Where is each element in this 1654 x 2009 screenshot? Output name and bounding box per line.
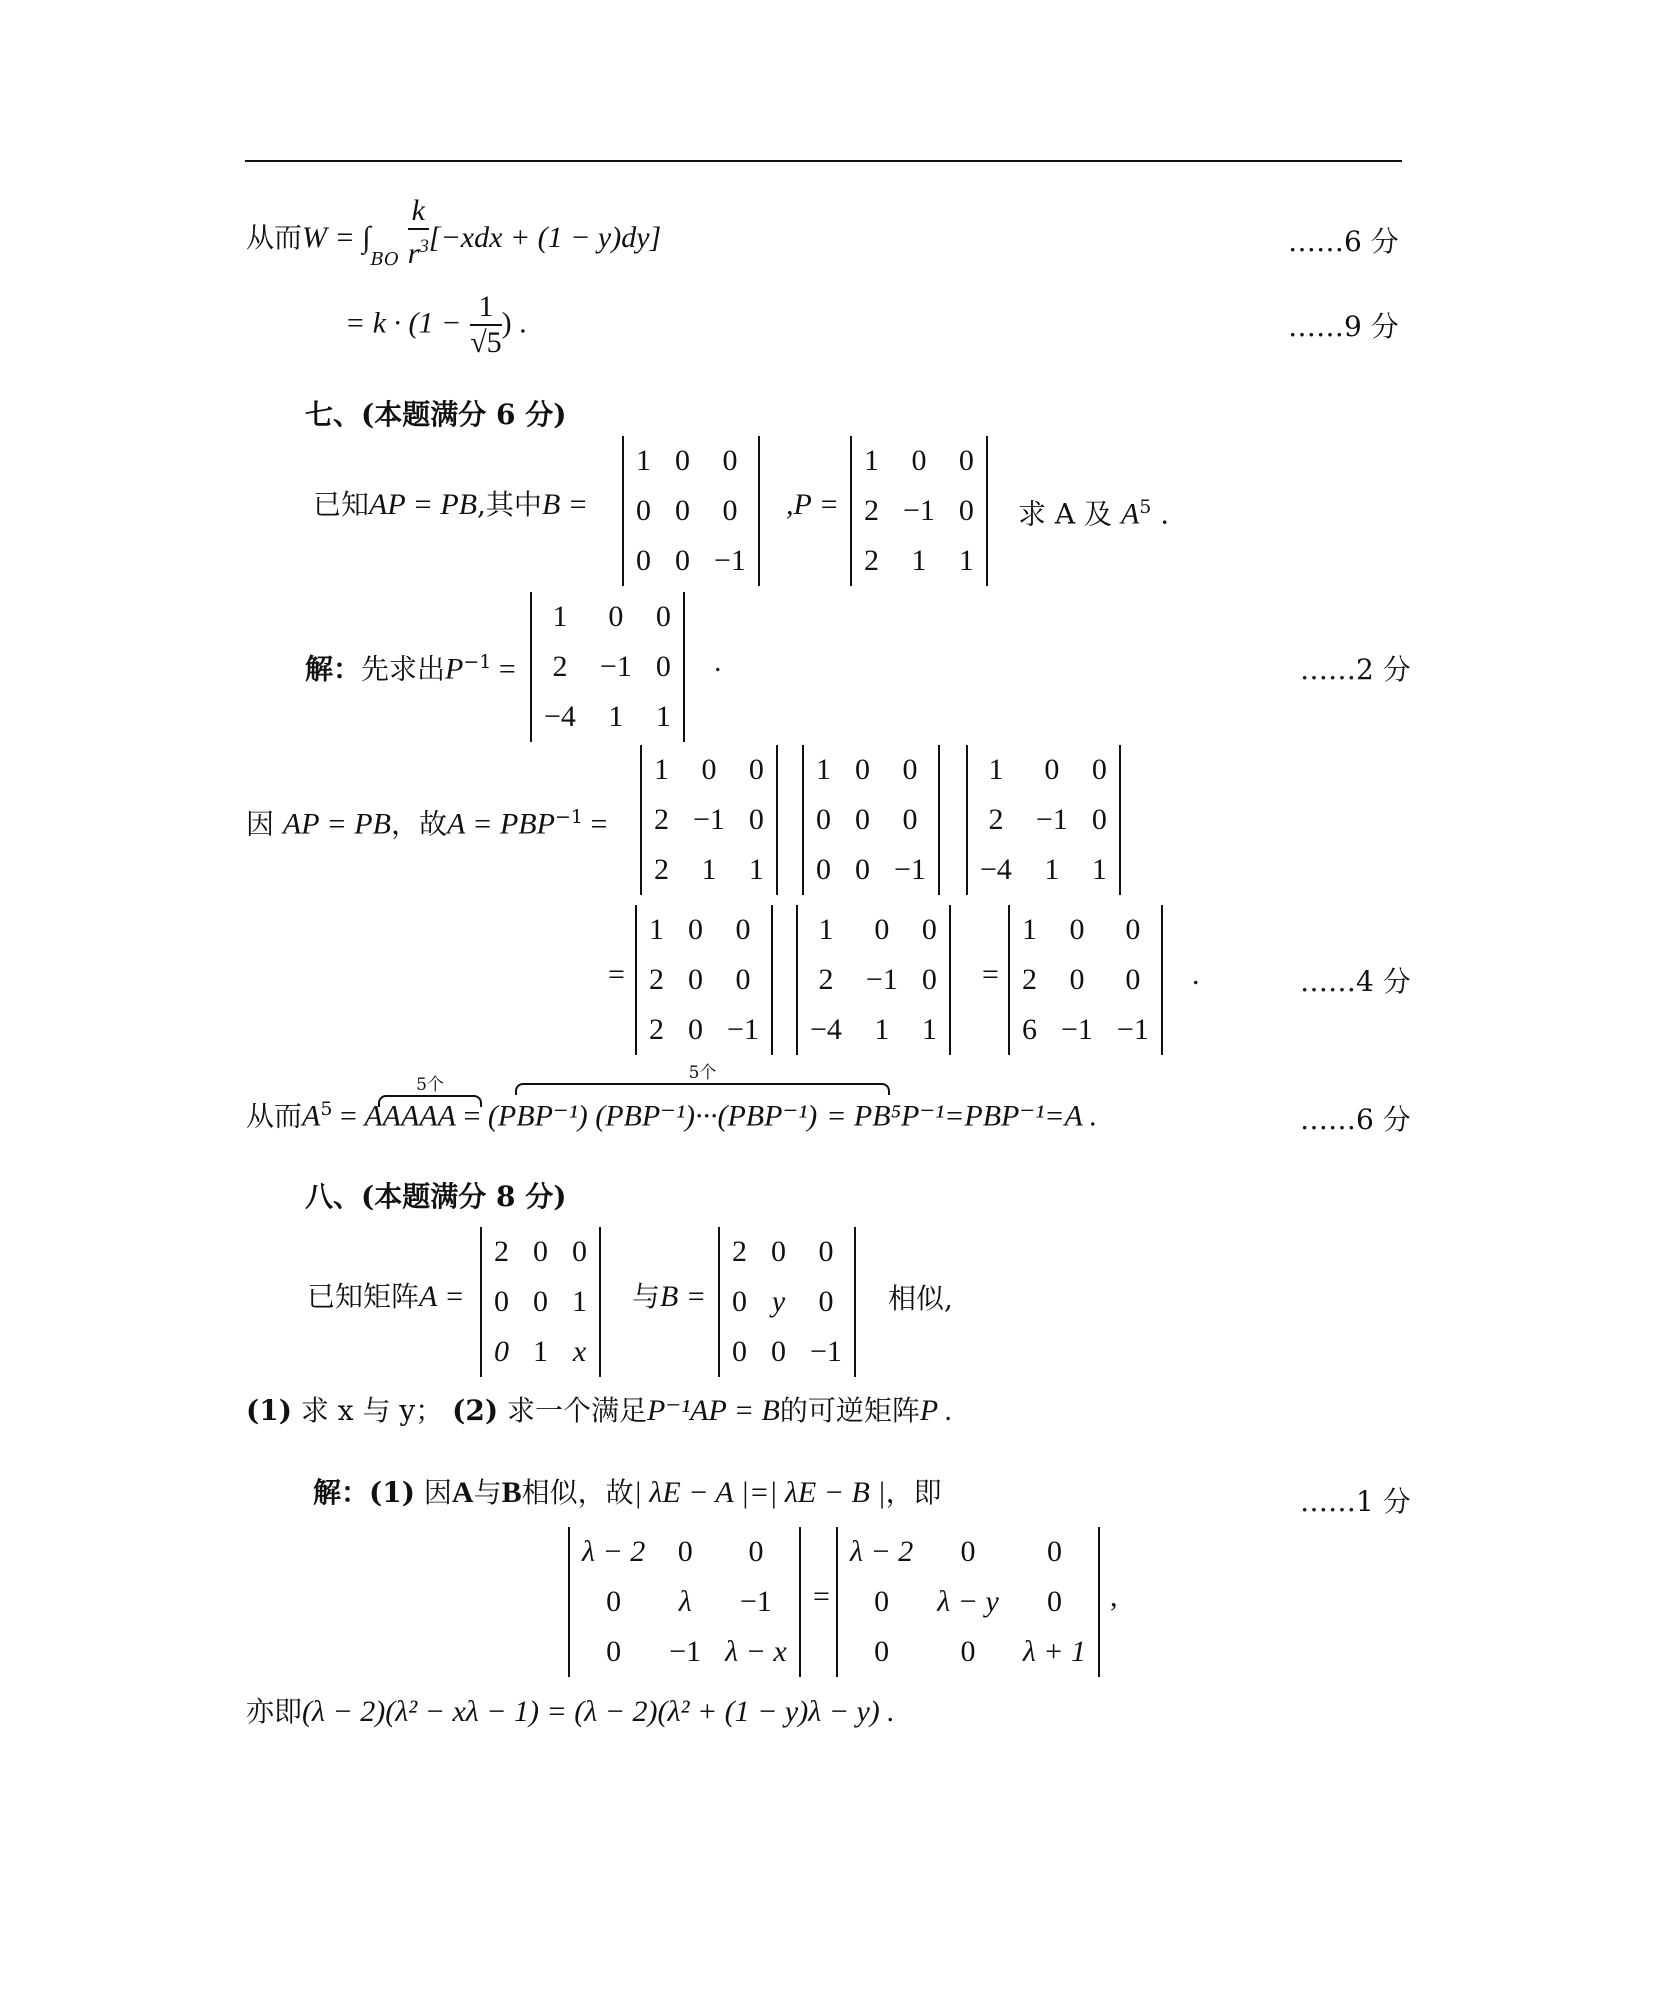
q8-det-equals: = bbox=[813, 1580, 830, 1613]
q7-final-line: 从而$A^5$ = AAAAA = (PBP⁻¹) (PBP⁻¹)···(PBP⁻¹) = PB⁵P⁻¹=PBP⁻¹=A . bbox=[246, 1098, 1098, 1133]
q7-A-score: ……4 分 bbox=[1300, 965, 1411, 998]
q8-det-right bbox=[836, 1527, 1100, 1677]
q8-sol-B: B bbox=[501, 1476, 522, 1509]
q7-statement bbox=[313, 488, 588, 522]
q8-sol-text1: 因 bbox=[423, 1476, 452, 1509]
q8-stmt-tail: 相似, bbox=[888, 1282, 953, 1315]
work-line2-fraction bbox=[470, 290, 501, 360]
q7-final-prefix: 从而 bbox=[246, 1099, 303, 1133]
q8-part2-tail: 的可逆矩阵 bbox=[779, 1394, 920, 1427]
q8-sol-score: ……1 分 bbox=[1300, 1485, 1411, 1518]
work-score-1: ……6 分 bbox=[1288, 225, 1399, 258]
q7-because: 因 bbox=[246, 807, 275, 841]
q8-sol-text4: ，即 bbox=[885, 1476, 942, 1509]
q7-matrix-P bbox=[850, 436, 988, 586]
q8-stmt-with bbox=[632, 1280, 706, 1314]
work-line2-prefix: = k · (1 − bbox=[345, 306, 462, 340]
q8-stmt-prefix: 已知矩阵 bbox=[307, 1280, 420, 1313]
work-lhs: W = ∫ bbox=[302, 221, 371, 254]
q7-eq-2: = bbox=[982, 958, 999, 991]
work-frac-den: $r^3$ bbox=[407, 236, 429, 270]
q7-therefore: ，故 bbox=[390, 807, 447, 841]
q8-part1-text: 求 x 与 y； bbox=[300, 1394, 444, 1427]
q7-sol-score: ……2 分 bbox=[1300, 653, 1411, 686]
q7-sol-text: 先求出 bbox=[361, 652, 446, 686]
q8-with: 与 bbox=[632, 1280, 661, 1313]
q7-product-Pinv-table: 1 0 0 2 −1 0 −4 1 1 bbox=[966, 745, 1121, 895]
q8-matrix-A bbox=[480, 1227, 601, 1377]
q8-sol-text2: 与 bbox=[473, 1476, 502, 1509]
q8-part2-label: (2) bbox=[452, 1394, 499, 1427]
q7-stmt-prefix: 已知 bbox=[313, 488, 370, 521]
q7-tail-exp: 5 bbox=[1139, 496, 1152, 518]
q7-solution-line: 解：先求出$P^{-1}$ = bbox=[305, 651, 516, 686]
q7-stmt-eq: AP = PB bbox=[369, 488, 478, 521]
q8-final-line bbox=[246, 1695, 895, 1729]
work-line2-num: 1 bbox=[470, 290, 501, 326]
q7-product-B-table: 1 0 0 0 0 0 0 0 −1 bbox=[802, 745, 940, 895]
q8-final-eq: (λ − 2)(λ² − xλ − 1) = (λ − 2)(λ² + (1 − y)λ − y) . bbox=[302, 1695, 895, 1728]
q7-Pinv-table: 1 0 0 2 −1 0 −4 1 1 bbox=[530, 592, 685, 742]
q7-product-B bbox=[802, 745, 940, 895]
q7-final-score: ……6 分 bbox=[1300, 1103, 1411, 1136]
q8-heading: 八、(本题满分 8 分) bbox=[305, 1180, 567, 1213]
q8-sol-A: A bbox=[451, 1476, 474, 1509]
q7-sol-label: 解： bbox=[305, 652, 362, 686]
q7-stmt-tail: 求 A 及 $A^5$ . bbox=[1018, 496, 1170, 531]
q7-matrix-Pinv bbox=[530, 592, 685, 742]
q8-solution-line bbox=[313, 1476, 942, 1510]
q8-sol-label: 解： bbox=[313, 1476, 370, 1509]
q7-eq-1: = bbox=[608, 958, 625, 991]
q7-product-P-table: 1 0 0 2 −1 0 2 1 1 bbox=[640, 745, 778, 895]
header-rule bbox=[245, 160, 1402, 162]
q7-tail-text: 求 A 及 bbox=[1018, 497, 1113, 531]
q7-because-line: 因 AP = PB，故$A = PBP^{-1}$ = bbox=[246, 806, 608, 841]
q7-product-Pinv bbox=[966, 745, 1121, 895]
q7-A-table: 1 0 0 2 0 0 6 −1 −1 bbox=[1008, 905, 1163, 1055]
work-score-2: ……9 分 bbox=[1288, 310, 1399, 343]
q8-matrix-B bbox=[718, 1227, 856, 1377]
q8-statement bbox=[307, 1280, 465, 1314]
q8-sol-det-eq: | λE − A |=| λE − B | bbox=[633, 1476, 886, 1509]
q8-detL-table: λ − 2 0 0 0 λ −1 0 −1 λ − x bbox=[568, 1527, 801, 1677]
q7-final-exp: 5 bbox=[320, 1098, 333, 1120]
q8-stmt-A: A = bbox=[419, 1280, 465, 1313]
q7-matrix-B bbox=[622, 436, 760, 586]
q7-tail-A: A bbox=[1120, 497, 1140, 531]
q7-final-rhs: = PB⁵P⁻¹=PBP⁻¹=A . bbox=[826, 1099, 1098, 1133]
work-subscript: BO bbox=[370, 249, 399, 270]
q8-sol-text3: 相似，故 bbox=[521, 1476, 634, 1509]
q8-part1-label: (1) bbox=[246, 1394, 292, 1427]
q7-pinv-period: . bbox=[714, 645, 722, 678]
q7-brace1-label: 5个 bbox=[416, 1075, 444, 1095]
q8-stmt-B: B = bbox=[660, 1280, 707, 1313]
q7-Pinv2-table: 1 0 0 2 −1 0 −4 1 1 bbox=[796, 905, 951, 1055]
q7-therefore-exp: −1 bbox=[554, 806, 583, 828]
q8-part2-P: P . bbox=[919, 1394, 953, 1427]
q7-stmt-mid: ,其中 bbox=[477, 488, 542, 521]
q7-result-BPinv bbox=[635, 905, 773, 1055]
q7-final-chain: (PBP⁻¹) (PBP⁻¹)···(PBP⁻¹) bbox=[487, 1099, 818, 1133]
q7-result-Pinv2 bbox=[796, 905, 951, 1055]
q7-brace-2 bbox=[515, 1058, 890, 1095]
work-fraction bbox=[408, 194, 429, 271]
q8-A-table: 2 0 0 0 0 1 0 1 x bbox=[480, 1227, 601, 1377]
q7-sol-P: P bbox=[445, 652, 464, 686]
q8-parts bbox=[246, 1394, 953, 1428]
q7-product-P bbox=[640, 745, 778, 895]
q8-B-table: 2 0 0 0 y 0 0 0 −1 bbox=[718, 1227, 856, 1377]
q8-det-comma: , bbox=[1110, 1580, 1118, 1613]
work-line-2 bbox=[345, 290, 527, 360]
q8-part2-eq: P⁻¹AP = B bbox=[647, 1394, 780, 1427]
work-frac-num: k bbox=[408, 194, 429, 230]
q7-B-table: 1 0 0 0 0 0 0 0 −1 bbox=[622, 436, 760, 586]
q7-stmt-B: B = bbox=[541, 488, 589, 521]
q7-brace2-label: 5个 bbox=[688, 1063, 717, 1083]
q8-sol-part: (1) bbox=[369, 1476, 415, 1509]
work-line-1 bbox=[246, 194, 662, 271]
work-line2-suffix: ) . bbox=[501, 306, 527, 340]
q7-sol-exp: −1 bbox=[463, 651, 492, 673]
q8-part2-text: 求一个满足 bbox=[507, 1394, 648, 1427]
q7-therefore-eq: A = PBP bbox=[446, 807, 555, 841]
q7-final-aaaaa: AAAAA bbox=[364, 1099, 456, 1133]
work-integrand: [−xdx + (1 − y)dy] bbox=[428, 221, 662, 254]
q7-heading: 七、(本题满分 6 分) bbox=[305, 398, 567, 431]
q7-BPinv-table: 1 0 0 2 0 0 2 0 −1 bbox=[635, 905, 773, 1055]
work-line2-den: √5 bbox=[470, 326, 502, 359]
q7-final-A: A bbox=[302, 1099, 321, 1133]
q8-det-left bbox=[568, 1527, 801, 1677]
q7-P-table: 1 0 0 2 −1 0 2 1 1 bbox=[850, 436, 988, 586]
q7-result-A bbox=[1008, 905, 1163, 1055]
q8-final-prefix: 亦即 bbox=[246, 1695, 303, 1728]
q7-because-eq: AP = PB bbox=[282, 807, 391, 841]
work-prefix: 从而 bbox=[246, 221, 303, 254]
q7-result-period: . bbox=[1192, 958, 1200, 991]
q7-stmt-P: ,P = bbox=[786, 488, 840, 521]
q8-detR-table: λ − 2 0 0 0 λ − y 0 0 0 λ + 1 bbox=[836, 1527, 1100, 1677]
